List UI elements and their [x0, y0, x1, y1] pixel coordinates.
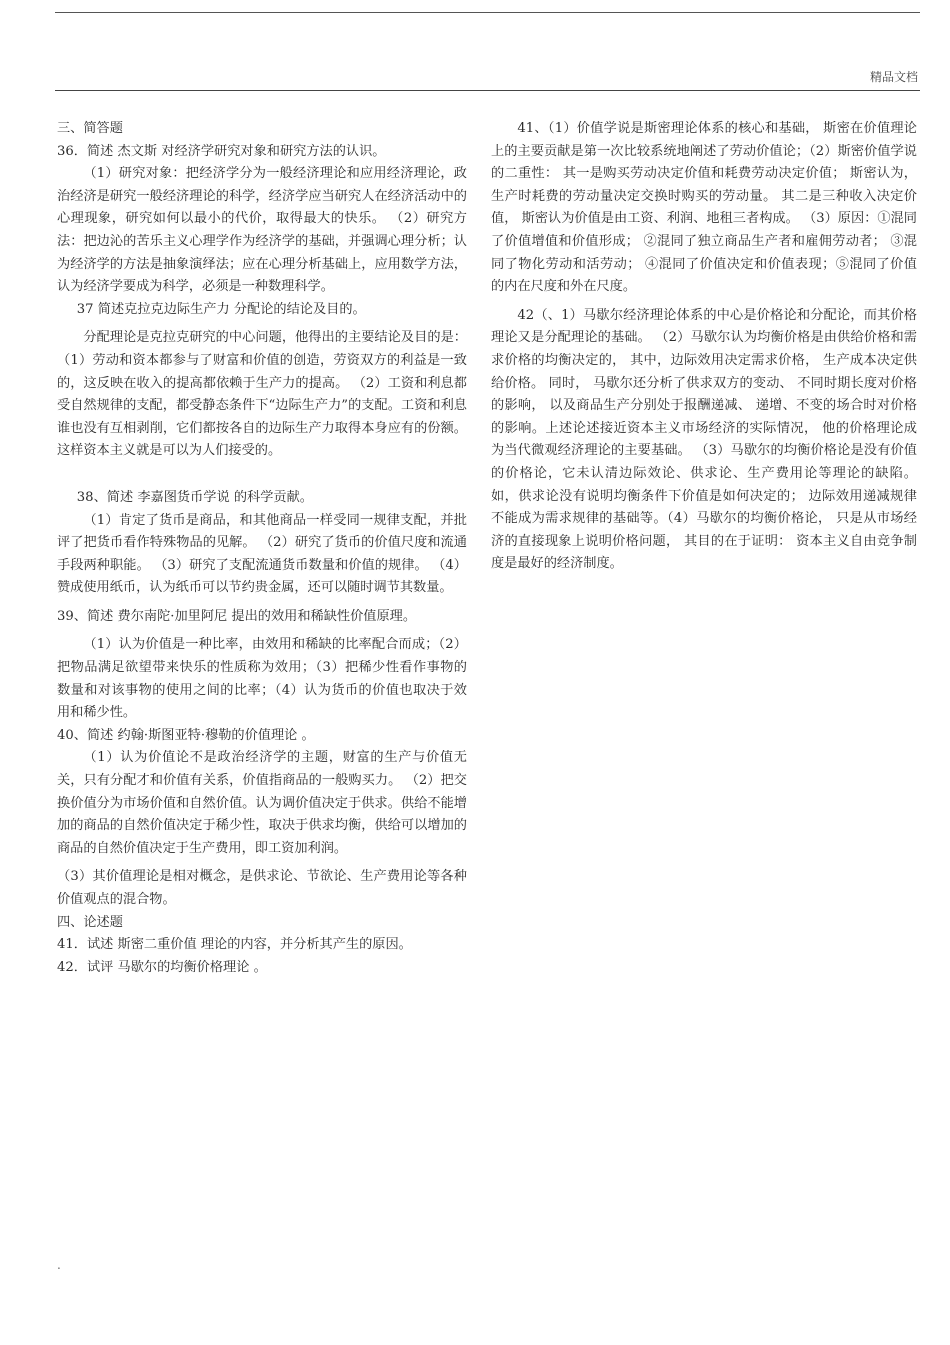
header-label: 精品文档 — [869, 70, 918, 84]
question-42: 42．试评 马歇尔的均衡价格理论 。 — [57, 959, 267, 975]
answer-42: 42（、1）马歇尔经济理论体系的中心是价格论和分配论，而其价格理论又是分配理论的基础。 （2）马歇尔认为均衡价格是由供给价格和需求价格的均衡决定的， 其中，边际效用决定需求价格， 生产成本决定供给价格。 同时， 马歇尔还分析了供求双方的变动、 不同时期长度对价格的影响， 以及商品生产分别处于报酬递减、 递增、不变的场合时对价格的影响。上述论述接近资本主义市场经济的实际情况， 他的价格理论成为当代微观经济理论的主要基础。 （3）马歇尔的均衡价格论是没有价值的价格论，它未认清边际效论、供求论、生产费用论等理论的缺陷。 如，供求论没有说明均衡条件下价值是如何决定的； 边际效用递减规律不能成为需求规律的基础等。（4）马歇尔的均衡价格论， 只是从市场经济的直接现象上说明价格问题， 其目的在于证明： 资本主义自由竞争制度是最好的经济制度。 — [491, 307, 917, 572]
answer-40-part2: （3）其价值理论是相对概念，是供求论、节欲论、生产费用论等各种价值观点的混合物。 — [57, 869, 467, 907]
question-38: 38、简述 李嘉图货币学说 的科学贡献。 — [76, 489, 313, 505]
answer-41: 41、（1）价值学说是斯密理论体系的核心和基础， 斯密在价值理论上的主要贡献是第一次比较系统地阐述了劳动价值论；（2）斯密价值学说的二重性： 其一是购买劳动决定价值和耗费劳动决定价值； 斯密认为， 生产时耗费的劳动量决定交换时购买的劳动量。 其二是三种收入决定价值， 斯密认为价值是由工资、利润、地租三者构成。 （3）原因：①混同了价值增值和价值形成； ②混同了独立商品生产者和雇佣劳动者； ③混同了物化劳动和活劳动； ④混同了价值决定和价值表现；⑤混同了价值的内在尺度和外在尺度。 — [491, 121, 917, 295]
answer-40-part1: （1）认为价值论不是政治经济学的主题，财富的生产与价值无关，只有分配才和价值有关系，价值指商品的一般购买力。 （2）把交换价值分为市场价值和自然价值。认为调价值决定于供求。供给不能增加的商品的自然价值决定于稀少性，取决于供求均衡，供给可以增加的商品的自然价值决定于生产费用，即工资加利润。 — [57, 750, 467, 856]
answer-38: （1）肯定了货币是商品，和其他商品一样受同一规律支配，并批评了把货币看作特殊物品的见解。 （2）研究了货币的价值尺度和流通手段两种职能。 （3）研究了支配流通货币数量和价值的规律。 （4）赞成使用纸币，认为纸币可以节约贵金属，还可以随时调节其数量。 — [57, 512, 467, 596]
question-36: 36．简述 杰文斯 对经济学研究对象和研究方法的认识。 — [57, 143, 386, 159]
right-column — [491, 118, 917, 576]
section-heading-short-answer: 三、简答题 — [57, 121, 123, 136]
question-37: 37 简述克拉克边际生产力 分配论的结论及目的。 — [76, 301, 366, 317]
top-rule — [55, 12, 920, 13]
answer-39: （1）认为价值是一种比率，由效用和稀缺的比率配合而成；（2）把物品满足欲望带来快乐的性质称为效用；（3）把稀少性看作事物的数量和对该事物的使用之间的比率；（4）认为货币的价值也取决于效用和稀少性。 — [57, 637, 467, 721]
header-rule — [55, 90, 920, 91]
answer-37: 分配理论是克拉克研究的中心问题，他得出的主要结论及目的是：（1）劳动和资本都参与了财富和价值的创造，劳资双方的利益是一致的，这反映在收入的提高都依赖于生产力的提高。 （2）工资和利息都受自然规律的支配，都受静态条件下“边际生产力”的支配。工资和利息谁也没有互相剥削，它们都按各自的边际生产力取得本身应有的份额。这样资本主义就是可以为人们接受的。 — [57, 330, 467, 459]
answer-36: （1）研究对象：把经济学分为一般经济理论和应用经济理论，政治经济是研究一般经济理论的科学，经济学应当研究人在经济活动中的心理现象，研究如何以最小的代价，取得最大的快乐。 （2）研究方法：把边沁的苦乐主义心理学作为经济学的基础，并强调心理分析；认为经济学的方法是抽象演绎法；应在心理分析基础上，应用数学方法，认为经济学要成为科学，必须是一种数理科学。 — [57, 166, 467, 295]
footer-mark: . — [57, 1258, 61, 1272]
section-heading-essay: 四、论述题 — [57, 914, 123, 930]
question-40: 40、简述 约翰·斯图亚特·穆勒的价值理论 。 — [57, 727, 315, 743]
question-41: 41．试述 斯密二重价值 理论的内容，并分析其产生的原因。 — [57, 937, 412, 953]
left-column — [57, 118, 467, 979]
question-39: 39、简述 费尔南陀·加里阿尼 提出的效用和稀缺性价值原理。 — [57, 608, 417, 624]
